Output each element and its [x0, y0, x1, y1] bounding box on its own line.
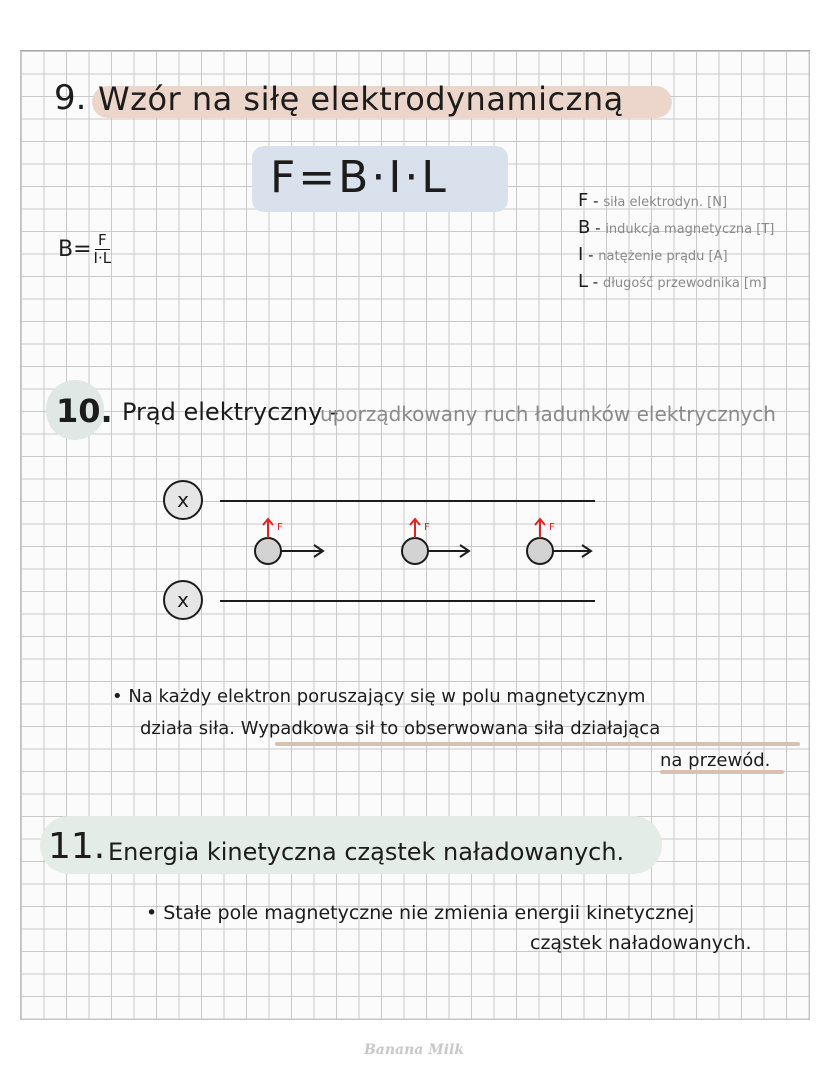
section11-title: Energia kinetyczna cząstek naładowanych. [108, 838, 625, 866]
field-symbol-top: x [177, 488, 189, 512]
field-marker-top [164, 481, 202, 519]
legend-symbol: B [578, 217, 591, 238]
force-label: F [549, 522, 555, 533]
section10-number: 10. [56, 392, 113, 430]
section11-number: 11. [48, 826, 106, 867]
b-formula-denominator: I·L [93, 249, 112, 268]
bullet-text: działa siła. Wypadkowa sił to obserwowana siła działająca [140, 718, 661, 739]
legend-symbol: I [578, 244, 584, 265]
section9-number: 9. [54, 78, 87, 118]
b-formula-lhs: B= [58, 237, 92, 263]
legend-row: B - indukcja magnetyczna [T] [578, 217, 775, 238]
bullet-text: Na każdy elektron poruszający się w polu magnetycznym [128, 686, 646, 707]
legend-row: L - długość przewodnika [m] [578, 271, 767, 292]
legend-description: siła elektrodyn. [N] [603, 195, 728, 210]
legend-description: długość przewodnika [m] [602, 276, 767, 291]
legend-description: indukcja magnetyczna [T] [605, 222, 775, 237]
charged-particle [402, 519, 469, 564]
legend-row: F - siła elektrodyn. [N] [578, 190, 728, 211]
main-formula: F=B·I·L [270, 152, 449, 203]
watermark: Banana Milk [363, 1042, 465, 1058]
b-formula-fraction [94, 232, 112, 268]
b-formula-numerator: F [95, 232, 110, 250]
bullet-text: na przewód. [660, 750, 771, 771]
field-marker-bottom [164, 581, 202, 619]
charged-particle [527, 519, 591, 564]
field-symbol-bottom: x [177, 588, 189, 612]
section10-definition: uporządkowany ruch ładunków elektrycznych [320, 402, 776, 426]
legend-symbol: F [578, 190, 589, 211]
symbol-legend [578, 188, 774, 296]
force-label: F [277, 522, 283, 533]
legend-row: I - natężenie prądu [A] [578, 244, 728, 265]
b-formula [58, 232, 111, 268]
section9-title: Wzór na siłę elektrodynamiczną [98, 80, 624, 118]
charged-particle [255, 519, 323, 564]
bullet-text: Stałe pole magnetyczne nie zmienia energii kinetycznej [163, 902, 695, 924]
force-label: F [424, 522, 430, 533]
section10-title: Prąd elektryczny - [122, 398, 339, 426]
legend-description: natężenie prądu [A] [598, 249, 728, 264]
conductor-diagram [150, 478, 610, 628]
legend-symbol: L [578, 271, 589, 292]
bullet-text: cząstek naładowanych. [530, 932, 752, 954]
